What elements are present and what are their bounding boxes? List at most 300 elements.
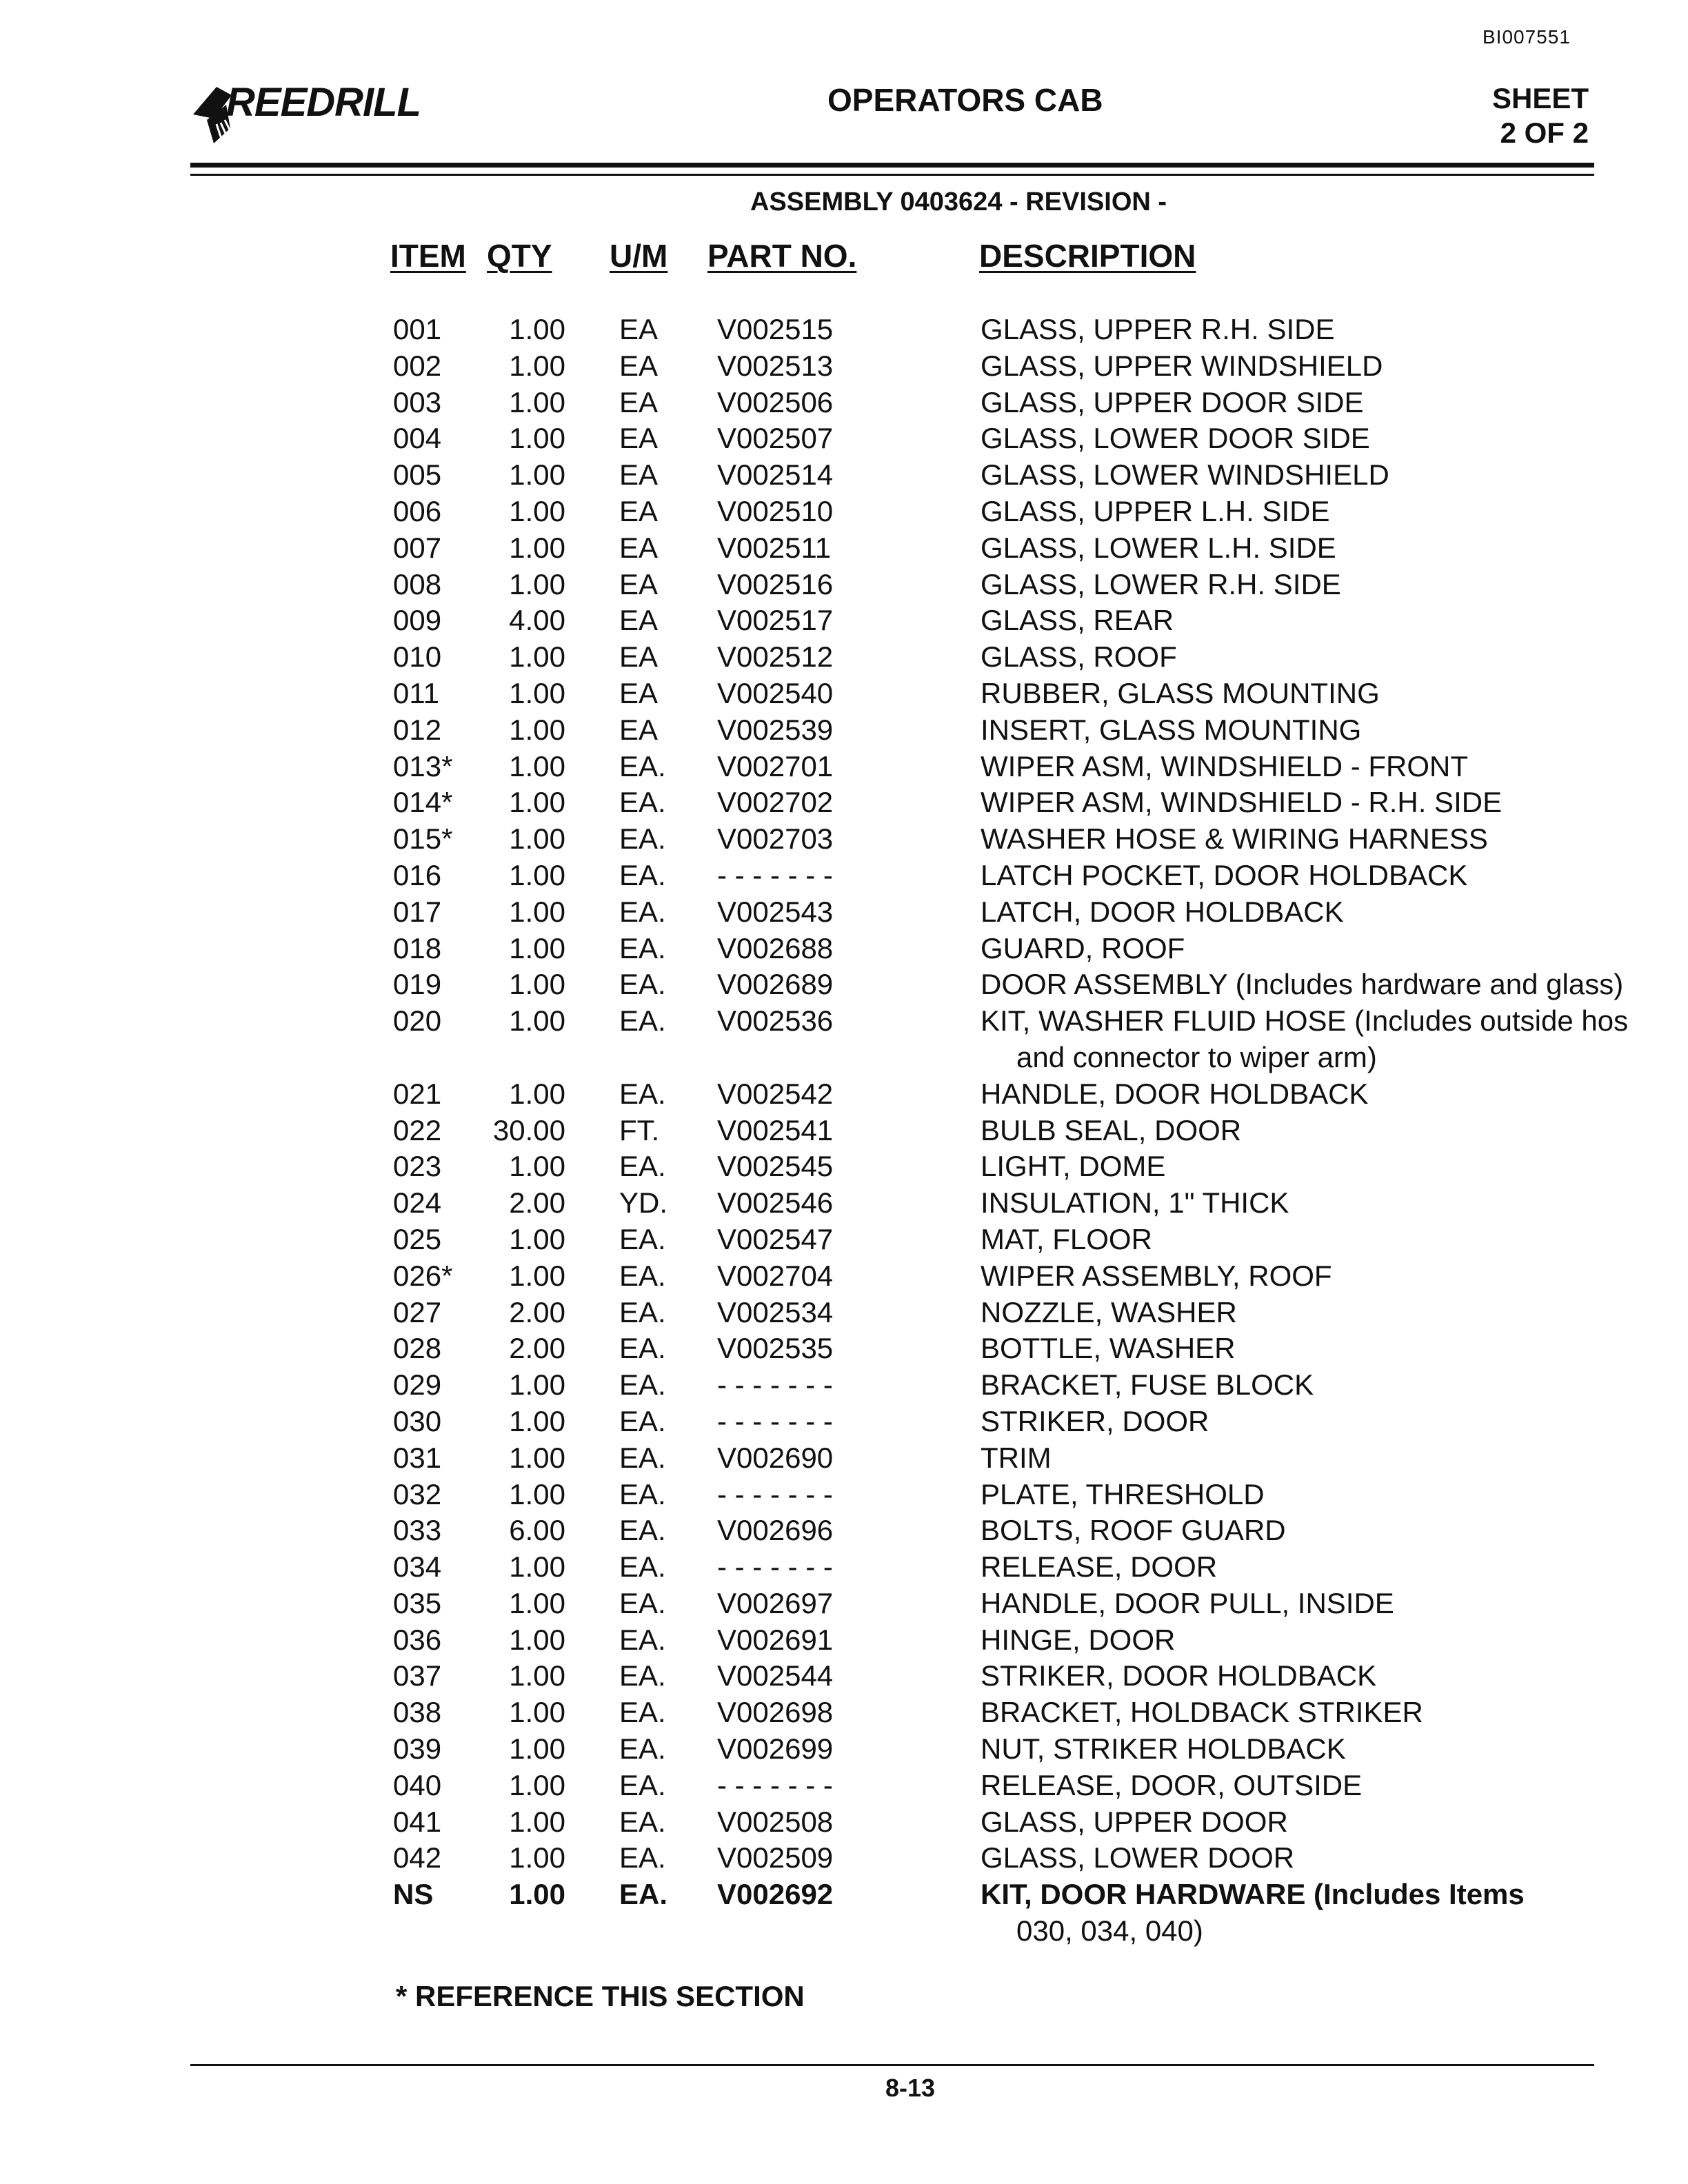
column-header-item: ITEM xyxy=(390,238,466,274)
table-row xyxy=(0,567,1688,603)
table-row xyxy=(0,1513,1688,1549)
description-text: LATCH POCKET, DOOR HOLDBACK xyxy=(981,858,1468,891)
unit-of-measure: EA. xyxy=(619,1077,666,1110)
description-text: GLASS, UPPER DOOR xyxy=(981,1805,1288,1838)
description-text: RUBBER, GLASS MOUNTING xyxy=(981,676,1380,709)
part-number: V002544 xyxy=(717,1659,834,1692)
table-row xyxy=(0,1003,1688,1076)
table-row xyxy=(0,1877,1688,1950)
unit-of-measure: EA. xyxy=(619,1222,666,1255)
part-number: - - - - - - - xyxy=(717,1550,833,1584)
table-row xyxy=(0,676,1688,712)
table-row xyxy=(0,457,1688,494)
item-number: NS xyxy=(393,1878,434,1911)
table-row xyxy=(0,749,1688,785)
description-text: WASHER HOSE & WIRING HARNESS xyxy=(981,822,1488,856)
part-number: V002545 xyxy=(717,1150,834,1183)
table-row xyxy=(0,1222,1688,1258)
description xyxy=(981,1768,1362,1804)
description-text: LATCH, DOOR HOLDBACK xyxy=(981,895,1344,928)
table-row xyxy=(0,348,1688,385)
part-number: V002511 xyxy=(717,531,832,564)
description-text: TRIM xyxy=(981,1441,1052,1474)
description-text: GLASS, LOWER DOOR SIDE xyxy=(981,422,1370,455)
part-number: V002699 xyxy=(717,1732,834,1766)
description-text: WIPER ASM, WINDSHIELD - FRONT xyxy=(981,749,1469,782)
part-number: V002547 xyxy=(717,1222,834,1255)
table-row xyxy=(0,603,1688,639)
unit-of-measure: EA. xyxy=(619,1659,666,1692)
description-text: BOTTLE, WASHER xyxy=(981,1332,1236,1365)
unit-of-measure: EA xyxy=(619,422,659,455)
item-number: 042 xyxy=(393,1841,442,1874)
unit-of-measure: EA xyxy=(619,567,659,600)
brand-name: REEDRILL xyxy=(226,80,421,125)
description xyxy=(981,348,1383,385)
description xyxy=(981,1840,1294,1877)
item-number: 039 xyxy=(393,1732,442,1766)
quantity: 1.00 xyxy=(509,895,565,928)
unit-of-measure: FT. xyxy=(619,1113,660,1146)
table-row xyxy=(0,1804,1688,1841)
description-text: GLASS, UPPER DOOR SIDE xyxy=(981,385,1364,418)
unit-of-measure: EA. xyxy=(619,1368,666,1402)
unit-of-measure: EA. xyxy=(619,1732,666,1766)
part-number: V002541 xyxy=(717,1113,834,1146)
description-text: STRIKER, DOOR xyxy=(981,1404,1209,1437)
description xyxy=(981,749,1468,785)
description xyxy=(981,1440,1052,1477)
table-row xyxy=(0,639,1688,676)
page-title: OPERATORS CAB xyxy=(827,82,1103,118)
quantity: 1.00 xyxy=(509,786,565,819)
unit-of-measure: EA xyxy=(619,494,659,527)
description-text: RELEASE, DOOR xyxy=(981,1550,1218,1584)
description xyxy=(981,457,1389,494)
item-number: 037 xyxy=(393,1659,442,1692)
table-row xyxy=(0,858,1688,894)
description-text: KIT, WASHER FLUID HOSE (Includes outside hos xyxy=(981,1004,1629,1038)
item-number: 030 xyxy=(393,1404,442,1437)
unit-of-measure: EA. xyxy=(619,1514,666,1547)
unit-of-measure: EA. xyxy=(619,1477,666,1510)
description-text: GLASS, UPPER R.H. SIDE xyxy=(981,313,1335,345)
item-number: 010 xyxy=(393,640,442,674)
parts-list xyxy=(0,312,1688,1950)
quantity: 1.00 xyxy=(509,531,565,564)
unit-of-measure: EA. xyxy=(619,858,666,891)
item-number: 028 xyxy=(393,1332,442,1365)
unit-of-measure: EA. xyxy=(619,1586,666,1619)
part-number: V002507 xyxy=(717,422,834,455)
quantity: 1.00 xyxy=(509,1077,565,1110)
item-number: 020 xyxy=(393,1004,442,1038)
description xyxy=(981,894,1344,931)
description-text: GLASS, ROOF xyxy=(981,640,1177,674)
description xyxy=(981,1113,1241,1149)
description xyxy=(981,931,1185,967)
unit-of-measure: EA. xyxy=(619,1332,666,1365)
table-row xyxy=(0,1295,1688,1331)
item-number: 005 xyxy=(393,458,442,492)
description-text: KIT, DOOR HARDWARE xyxy=(981,1878,1306,1911)
header-rule-thick xyxy=(190,163,1594,168)
table-row xyxy=(0,421,1688,457)
description xyxy=(981,312,1334,348)
table-row xyxy=(0,1258,1688,1295)
description-text: BOLTS, ROOF GUARD xyxy=(981,1514,1286,1547)
description xyxy=(981,567,1341,603)
part-number: V002697 xyxy=(717,1586,834,1619)
sheet-indicator xyxy=(1492,81,1589,150)
item-number: 027 xyxy=(393,1295,442,1328)
quantity: 1.00 xyxy=(509,1878,565,1911)
table-row xyxy=(0,1113,1688,1149)
description xyxy=(981,1549,1217,1586)
table-row xyxy=(0,1477,1688,1513)
part-number: V002535 xyxy=(717,1332,834,1365)
unit-of-measure: EA. xyxy=(619,822,666,856)
quantity: 1.00 xyxy=(509,931,565,964)
part-number: - - - - - - - xyxy=(717,1477,833,1510)
item-number: 004 xyxy=(393,422,442,455)
description-text: GLASS, UPPER WINDSHIELD xyxy=(981,349,1383,382)
item-number: 024 xyxy=(393,1186,442,1220)
quantity: 1.00 xyxy=(509,1841,565,1874)
item-number: 002 xyxy=(393,349,442,382)
part-number: V002704 xyxy=(717,1259,834,1292)
part-number: V002689 xyxy=(717,968,834,1001)
quantity: 30.00 xyxy=(492,1113,565,1146)
unit-of-measure: EA. xyxy=(619,1004,666,1038)
quantity: 1.00 xyxy=(509,1004,565,1038)
description-text: HANDLE, DOOR HOLDBACK xyxy=(981,1077,1369,1110)
description xyxy=(981,1404,1209,1440)
description-text: GUARD, ROOF xyxy=(981,931,1185,964)
description-text: INSULATION, 1" THICK xyxy=(981,1186,1289,1220)
table-row xyxy=(0,1149,1688,1185)
quantity: 1.00 xyxy=(509,1805,565,1838)
table-row xyxy=(0,1586,1688,1622)
item-number: 040 xyxy=(393,1768,442,1801)
footer-rule xyxy=(190,2064,1594,2066)
page-number: 8-13 xyxy=(885,2074,936,2102)
quantity: 1.00 xyxy=(509,1150,565,1183)
quantity: 1.00 xyxy=(509,1441,565,1474)
description-continuation: and connector to wiper arm) xyxy=(1016,1040,1377,1073)
unit-of-measure: EA xyxy=(619,531,659,564)
part-number: V002546 xyxy=(717,1186,834,1220)
quantity: 1.00 xyxy=(509,822,565,856)
table-row xyxy=(0,1367,1688,1404)
item-number: 006 xyxy=(393,494,442,527)
description xyxy=(981,821,1488,858)
table-row xyxy=(0,967,1688,1003)
description-text: HINGE, DOOR xyxy=(981,1623,1176,1656)
description-text: GLASS, UPPER L.H. SIDE xyxy=(981,494,1330,527)
part-number: V002690 xyxy=(717,1441,834,1474)
unit-of-measure: EA xyxy=(619,676,659,709)
quantity: 1.00 xyxy=(509,1477,565,1510)
part-number: - - - - - - - xyxy=(717,1404,833,1437)
description xyxy=(981,1695,1423,1731)
item-number: 022 xyxy=(393,1113,442,1146)
item-number: 003 xyxy=(393,385,442,418)
part-number: V002510 xyxy=(717,494,834,527)
description-text: BULB SEAL, DOOR xyxy=(981,1113,1242,1146)
item-number: 008 xyxy=(393,567,442,600)
column-header-part: PART NO. xyxy=(707,238,857,274)
part-number: - - - - - - - xyxy=(717,1368,833,1402)
quantity: 1.00 xyxy=(509,640,565,674)
description xyxy=(981,385,1363,421)
item-number: 012 xyxy=(393,713,442,746)
column-header-description: DESCRIPTION xyxy=(979,238,1196,274)
quantity: 1.00 xyxy=(509,1368,565,1402)
unit-of-measure: EA. xyxy=(619,1150,666,1183)
unit-of-measure: EA. xyxy=(619,1623,666,1656)
description xyxy=(981,1149,1165,1185)
column-header-um: U/M xyxy=(610,238,668,274)
item-number: 001 xyxy=(393,313,442,345)
description-text: GLASS, LOWER R.H. SIDE xyxy=(981,567,1341,600)
part-number: V002506 xyxy=(717,385,834,418)
reedrill-drill-bit-logo-icon xyxy=(186,74,421,150)
table-row xyxy=(0,821,1688,858)
unit-of-measure: EA xyxy=(619,349,659,382)
description xyxy=(981,1731,1346,1768)
part-number: V002540 xyxy=(717,676,834,709)
quantity: 1.00 xyxy=(509,713,565,746)
quantity: 1.00 xyxy=(509,1768,565,1801)
unit-of-measure: EA. xyxy=(619,1841,666,1874)
part-number: V002543 xyxy=(717,895,834,928)
description xyxy=(981,712,1361,749)
description-text: NOZZLE, WASHER xyxy=(981,1295,1237,1328)
item-number: 041 xyxy=(393,1805,442,1838)
description-text: WIPER ASSEMBLY, ROOF xyxy=(981,1259,1332,1292)
description-text: MAT, FLOOR xyxy=(981,1222,1152,1255)
table-row xyxy=(0,1440,1688,1477)
item-number: 015* xyxy=(393,822,453,856)
header-rule-thin xyxy=(190,174,1594,176)
part-number: V002701 xyxy=(717,749,834,782)
unit-of-measure: EA xyxy=(619,713,659,746)
quantity: 1.00 xyxy=(509,422,565,455)
item-number: 023 xyxy=(393,1150,442,1183)
unit-of-measure: EA. xyxy=(619,1441,666,1474)
quantity: 1.00 xyxy=(509,1550,565,1584)
item-number: 016 xyxy=(393,858,442,891)
quantity: 1.00 xyxy=(509,349,565,382)
item-number: 014* xyxy=(393,786,453,819)
unit-of-measure: EA xyxy=(619,604,659,637)
description xyxy=(981,1258,1332,1295)
table-row xyxy=(0,1622,1688,1659)
quantity: 1.00 xyxy=(509,385,565,418)
part-number: V002692 xyxy=(717,1878,834,1911)
description xyxy=(981,785,1502,821)
quantity: 1.00 xyxy=(509,1659,565,1692)
description-text: GLASS, LOWER L.H. SIDE xyxy=(981,531,1336,564)
table-row xyxy=(0,1549,1688,1586)
unit-of-measure: EA. xyxy=(619,1404,666,1437)
quantity: 1.00 xyxy=(509,1696,565,1729)
item-number: 026* xyxy=(393,1259,453,1292)
unit-of-measure: EA. xyxy=(619,931,666,964)
quantity: 1.00 xyxy=(509,458,565,492)
description-text: GLASS, REAR xyxy=(981,604,1174,637)
item-number: 018 xyxy=(393,931,442,964)
table-row xyxy=(0,785,1688,821)
item-number: 035 xyxy=(393,1586,442,1619)
description xyxy=(981,1222,1152,1258)
part-number: V002534 xyxy=(717,1295,834,1328)
footnote: * REFERENCE THIS SECTION xyxy=(396,1980,805,2012)
description xyxy=(981,1877,1525,1913)
quantity: 4.00 xyxy=(509,604,565,637)
part-number: V002517 xyxy=(717,604,834,637)
table-row xyxy=(0,530,1688,567)
description xyxy=(981,967,1623,1003)
quantity: 1.00 xyxy=(509,1222,565,1255)
description xyxy=(981,1586,1394,1622)
item-number: 034 xyxy=(393,1550,442,1584)
unit-of-measure: EA. xyxy=(619,1878,668,1911)
part-number: V002539 xyxy=(717,713,834,746)
unit-of-measure: EA. xyxy=(619,786,666,819)
description xyxy=(981,1804,1288,1841)
unit-of-measure: EA xyxy=(619,385,659,418)
description-text: DOOR ASSEMBLY (Includes hardware and glass) xyxy=(981,968,1624,1001)
description xyxy=(981,1658,1376,1695)
quantity: 1.00 xyxy=(509,1732,565,1766)
table-row xyxy=(0,1731,1688,1768)
part-number: V002536 xyxy=(717,1004,834,1038)
item-number: 032 xyxy=(393,1477,442,1510)
unit-of-measure: EA xyxy=(619,313,659,345)
quantity: 2.00 xyxy=(509,1295,565,1328)
item-number: 017 xyxy=(393,895,442,928)
description-text: WIPER ASM, WINDSHIELD - R.H. SIDE xyxy=(981,786,1503,819)
description-text: BRACKET, HOLDBACK STRIKER xyxy=(981,1696,1423,1729)
part-number: V002698 xyxy=(717,1696,834,1729)
description-text: RELEASE, DOOR, OUTSIDE xyxy=(981,1768,1363,1801)
item-number: 009 xyxy=(393,604,442,637)
unit-of-measure: EA. xyxy=(619,1550,666,1584)
description-text: PLATE, THRESHOLD xyxy=(981,1477,1265,1510)
description xyxy=(981,639,1177,676)
description xyxy=(981,603,1174,639)
description-text: STRIKER, DOOR HOLDBACK xyxy=(981,1659,1377,1692)
description-text: HANDLE, DOOR PULL, INSIDE xyxy=(981,1586,1394,1619)
table-row xyxy=(0,712,1688,749)
part-number: V002703 xyxy=(717,822,834,856)
column-header-qty: QTY xyxy=(487,238,552,274)
table-row xyxy=(0,1695,1688,1731)
description xyxy=(981,494,1330,530)
part-number: V002702 xyxy=(717,786,834,819)
item-number: 033 xyxy=(393,1514,442,1547)
quantity: 1.00 xyxy=(509,1623,565,1656)
description-text: INSERT, GLASS MOUNTING xyxy=(981,713,1362,746)
part-number: V002516 xyxy=(717,567,834,600)
assembly-label: ASSEMBLY 0403624 - REVISION - xyxy=(750,188,1167,216)
part-number: - - - - - - - xyxy=(717,1768,833,1801)
item-number: 011 xyxy=(393,676,439,709)
part-number: V002515 xyxy=(717,313,834,345)
table-row xyxy=(0,1331,1688,1367)
sheet-label: SHEET xyxy=(1491,82,1589,114)
sheet-count: 2 OF 2 xyxy=(1500,117,1589,149)
part-number: V002508 xyxy=(717,1805,834,1838)
part-number: V002542 xyxy=(717,1077,834,1110)
item-number: 031 xyxy=(393,1441,442,1474)
table-row xyxy=(0,1404,1688,1440)
description-text: GLASS, LOWER DOOR xyxy=(981,1841,1295,1874)
quantity: 1.00 xyxy=(509,1259,565,1292)
part-number: V002688 xyxy=(717,931,834,964)
unit-of-measure: EA. xyxy=(619,1259,666,1292)
unit-of-measure: EA xyxy=(619,640,659,674)
description xyxy=(981,1477,1265,1513)
description-note: (Includes Items xyxy=(1305,1878,1525,1911)
description xyxy=(981,1295,1237,1331)
description-text: LIGHT, DOME xyxy=(981,1150,1166,1183)
table-row xyxy=(0,1185,1688,1222)
unit-of-measure: EA. xyxy=(619,749,666,782)
description xyxy=(981,1622,1175,1659)
item-number: 019 xyxy=(393,968,442,1001)
description xyxy=(981,1076,1368,1113)
unit-of-measure: EA. xyxy=(619,1805,666,1838)
part-number: V002513 xyxy=(717,349,834,382)
quantity: 2.00 xyxy=(509,1332,565,1365)
quantity: 1.00 xyxy=(509,567,565,600)
table-row xyxy=(0,494,1688,530)
part-number: V002691 xyxy=(717,1623,834,1656)
item-number: 021 xyxy=(393,1077,442,1110)
description-text: BRACKET, FUSE BLOCK xyxy=(981,1368,1314,1402)
table-row xyxy=(0,894,1688,931)
table-row xyxy=(0,1658,1688,1695)
table-row xyxy=(0,1768,1688,1804)
unit-of-measure: YD. xyxy=(619,1186,668,1220)
description-continuation: 030, 034, 040) xyxy=(1016,1914,1203,1948)
table-row xyxy=(0,1076,1688,1113)
part-number: V002509 xyxy=(717,1841,834,1874)
item-number: 038 xyxy=(393,1696,442,1729)
description xyxy=(981,676,1380,712)
description-text: GLASS, LOWER WINDSHIELD xyxy=(981,458,1389,492)
item-number: 007 xyxy=(393,531,442,564)
part-number: V002696 xyxy=(717,1514,834,1547)
item-number: 025 xyxy=(393,1222,442,1255)
quantity: 1.00 xyxy=(509,968,565,1001)
item-number: 029 xyxy=(393,1368,442,1402)
unit-of-measure: EA xyxy=(619,458,659,492)
unit-of-measure: EA. xyxy=(619,895,666,928)
table-row xyxy=(0,312,1688,348)
document-id: BI007551 xyxy=(1483,26,1571,48)
description-text: NUT, STRIKER HOLDBACK xyxy=(981,1732,1346,1766)
quantity: 1.00 xyxy=(509,313,565,345)
quantity: 6.00 xyxy=(509,1514,565,1547)
description xyxy=(981,858,1467,894)
unit-of-measure: EA. xyxy=(619,968,666,1001)
quantity: 1.00 xyxy=(509,1586,565,1619)
description xyxy=(981,1513,1286,1549)
